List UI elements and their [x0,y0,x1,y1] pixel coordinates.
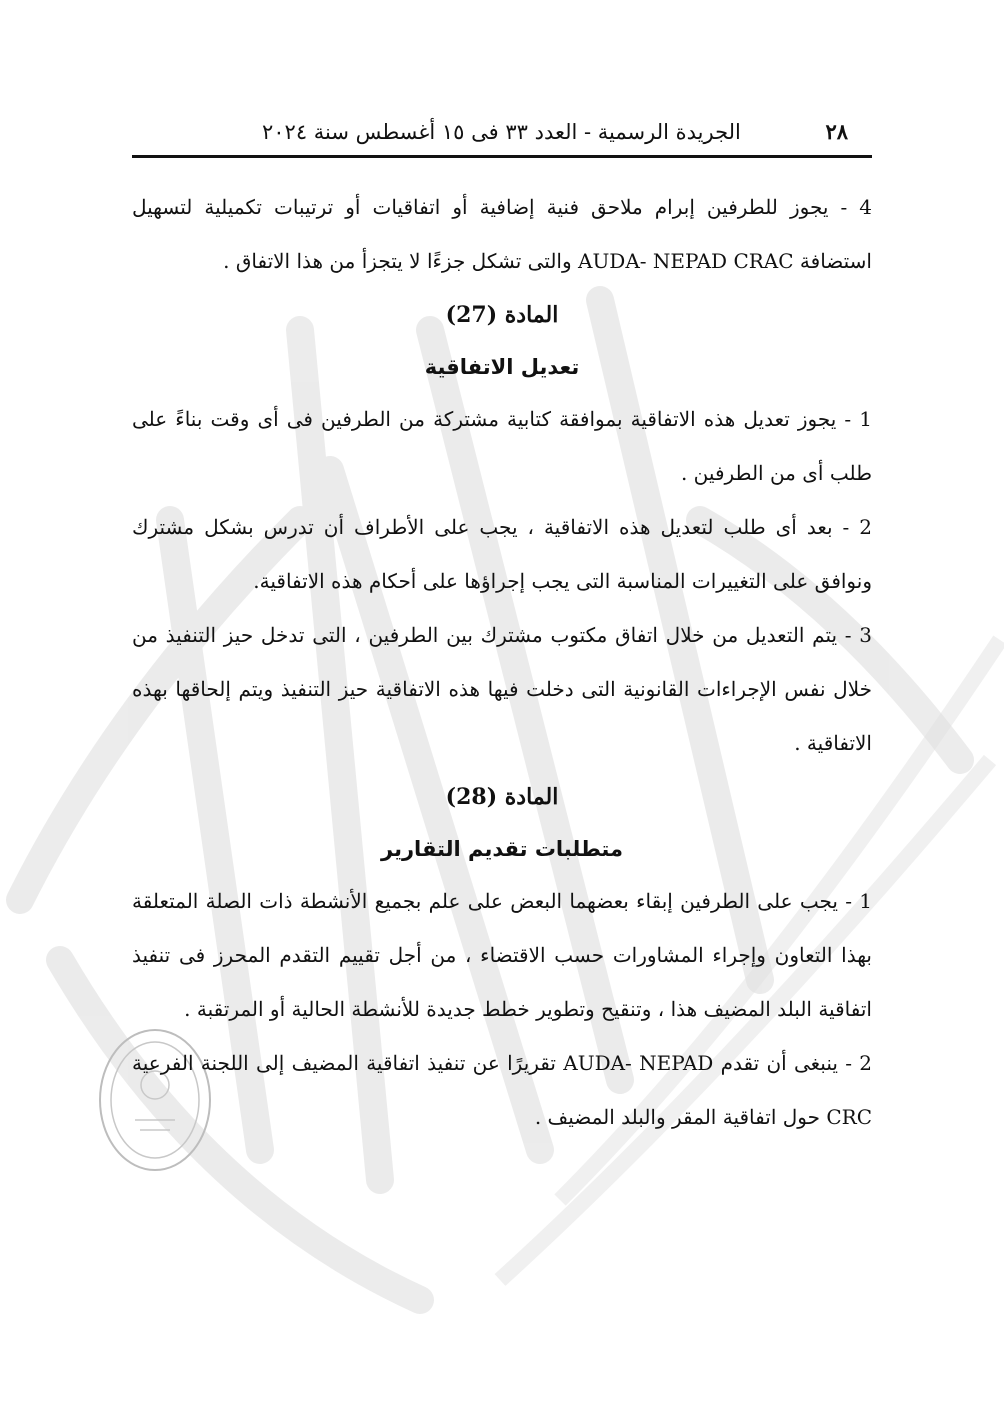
article-27-paragraph-1: 1 - يجوز تعديل هذه الاتفاقية بموافقة كتابية مشتركة من الطرفين فى أى وقت بناءً على طلب أى من الطرفين . [132,407,872,485]
article-28-paragraph-2: 2 - ينبغى أن تقدم AUDA- NEPAD تقريرًا عن تنفيذ اتفاقية المضيف إلى اللجنة الفرعية CRC حول اتفاقية المقر والبلد المضيف . [132,1051,872,1129]
document-body [132,180,872,1144]
article-28-paragraph-1: 1 - يجب على الطرفين إبقاء بعضهما البعض على علم بجميع الأنشطة ذات الصلة المتعلقة بهذا التعاون وإجراء المشاورات حسب الاقتضاء ، من أجل تقييم التقدم المحرز فى تنفيذ اتفاقية البلد المضيف هذا ، وتنقيح وتطوير خطط جديدة للأنشطة الحالية أو المرتقبة . [132,889,872,1021]
running-title: الجريدة الرسمية - العدد ٣٣ فى ١٥ أغسطس سنة ٢٠٢٤ [262,120,741,144]
article-27-heading: تعديل الاتفاقية [424,355,580,379]
page-header [132,112,872,152]
article-28-heading: متطلبات تقديم التقارير [381,837,623,861]
article-27-paragraph-2: 2 - بعد أى طلب لتعديل هذه الاتفاقية ، يجب على الأطراف أن تدرس بشكل مشترك ونوافق على التغييرات المناسبة التى يجب إجراؤها على أحكام هذه الاتفاقية. [132,515,872,593]
article-28-title: المادة (28) [445,784,559,810]
header-rule [132,155,872,158]
article-27-title: المادة (27) [445,302,559,328]
paragraph-intro-4: 4 - يجوز للطرفين إبرام ملاحق فنية إضافية أو اتفاقيات أو ترتيبات تكميلية لتسهيل استضافة AUDA- NEPAD CRAC والتى تشكل جزءًا لا يتجزأ من هذا الاتفاق . [132,195,872,273]
article-27-paragraph-3: 3 - يتم التعديل من خلال اتفاق مكتوب مشترك بين الطرفين ، التى تدخل حيز التنفيذ من خلال نفس الإجراءات القانونية التى دخلت فيها هذه الاتفاقية حيز التنفيذ ويتم إلحاقها بهذه الاتفاقية . [132,623,872,755]
page-number: ٢٨ [825,119,848,144]
